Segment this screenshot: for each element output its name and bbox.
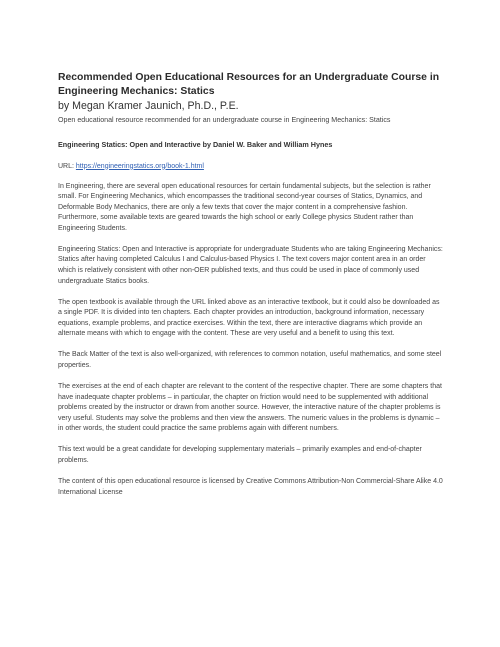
resource-url-link[interactable]: https://engineeringstatics.org/book-1.html [75, 162, 204, 170]
document-title: Recommended Open Educational Resources for an Undergraduate Course in Engineering Mechanics: Statics [58, 72, 440, 97]
paragraph-back-matter: The Back Matter of the text is also well-organized, with references to common notation, useful mathematics, and some steel properties. [58, 351, 442, 369]
paragraph-exercises: The exercises at the end of each chapter are relevant to the content of the respective chapter. There are some chapters that have inadequate chapter problems – in particular, the chapter on friction would need to be supplemented with additional problems created by the instructor or drawn from another source. However, the interactive nature of the chapter problems is very useful. Students may solve the problems and then view the answers. The numeric values in the problems is dynamic – in other words, the student could practice the same problems again with different numbers. [58, 382, 442, 433]
paragraph-format: The open textbook is available through the URL linked above as an interactive textbook, but it could also be downloaded as a single PDF. It is divided into ten chapters. Each chapter provides an introduction, background information, necessary equations, example problems, and practice exercises. Within the text, there are interactive diagrams which provide an alternate means with which to engage with the content. These are very useful and a benefit to using this text. [58, 298, 440, 338]
document-subtitle: Open educational resource recommended for an undergraduate course in Engineering Mechanics: Statics [58, 116, 391, 124]
paragraph-audience: Engineering Statics: Open and Interactive is appropriate for undergraduate Students who are taking Engineering Mechanics: Statics after having completed Calculus I and Calculus-based Physics I. The text covers major content area in an order which is relatively consistent with other non-OER published texts, and thus could be used in place of commonly used undergraduate Statics books. [58, 245, 443, 285]
url-label: URL: [58, 162, 76, 170]
author-byline: by Megan Kramer Jaunich, Ph.D., P.E. [58, 100, 239, 112]
paragraph-intro: In Engineering, there are several open educational resources for certain fundamental subjects, but the selection is rather small. For Engineering Mechanics, which encompasses the traditional second-year courses of Statics, Dynamics, and Deformable Body Mechanics, there are only a few texts that cover the major content in a comprehensive fashion. Furthermore, some available texts are geared towards the high school or early College physics Student rather than Engineering Students. [58, 182, 431, 232]
resource-url-line [58, 162, 445, 172]
paragraph-license: The content of this open educational resource is licensed by Creative Commons Attribution-Non Commercial-Share Alike 4.0 International License [58, 477, 443, 496]
document-page [58, 71, 445, 508]
paragraph-supplementary: This text would be a great candidate for developing supplementary materials – primarily examples and end-of-chapter problems. [58, 446, 422, 464]
resource-heading: Engineering Statics: Open and Interactive by Daniel W. Baker and William Hynes [58, 139, 333, 149]
